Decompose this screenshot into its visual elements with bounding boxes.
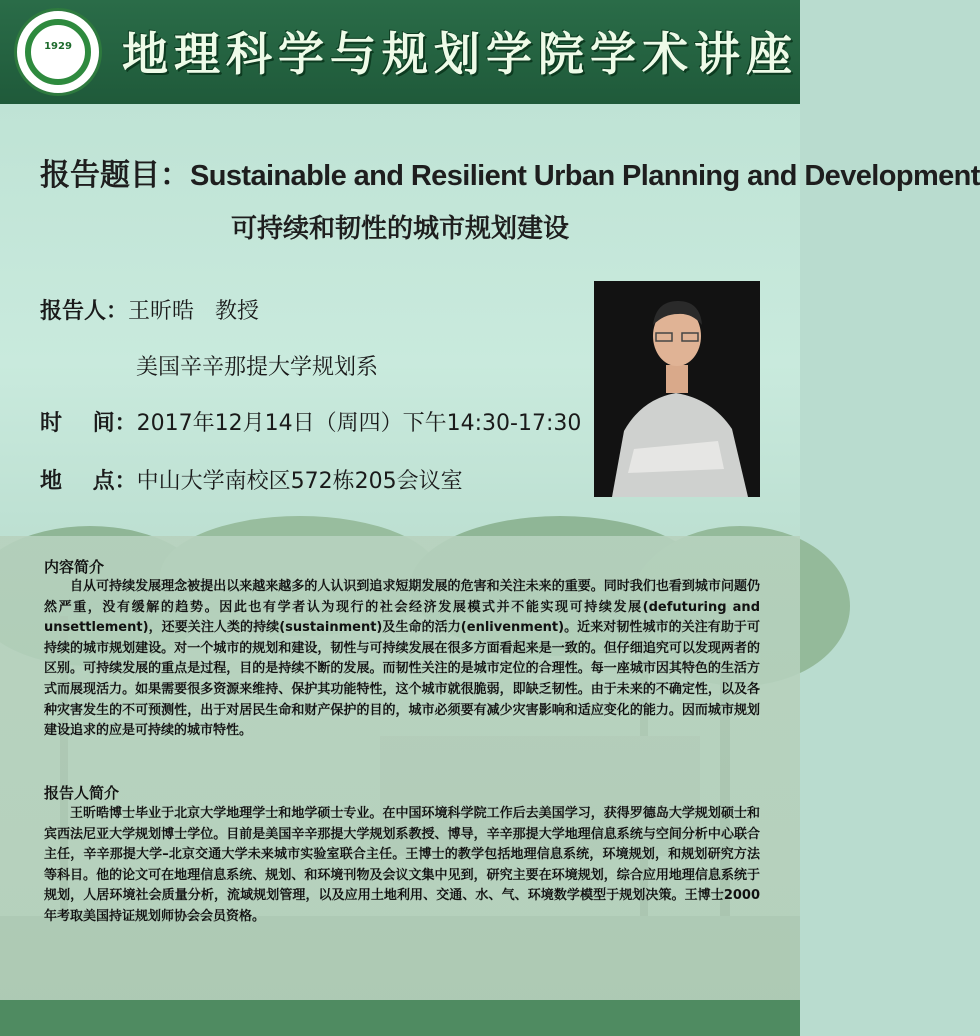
speaker-photo bbox=[594, 281, 760, 497]
school-logo bbox=[14, 8, 102, 96]
place-row bbox=[40, 464, 463, 495]
time-row bbox=[40, 406, 581, 437]
place-value: 中山大学南校区572栋205会议室 bbox=[136, 469, 463, 494]
topic-label: 报告题目： bbox=[40, 159, 190, 192]
bio-paragraph bbox=[44, 804, 760, 964]
topic-title-en: Sustainable and Resilient Urban Planning and Development bbox=[190, 160, 980, 192]
abstract-text: 自从可持续发展理念被提出以来越来越多的人认识到追求短期发展的危害和关注未来的重要。同时我们也看到城市问题仍然严重，没有缓解的趋势。因此也有学者认为现行的社会经济发展模式并不能实现可持续发展(defuturing and unsettlement)，还要关注人类的持续(sustainment)及生命的活力(enlivenment)。近来对韧性城市的关注有助于可持续的城市规划建设。对一个城市的规划和建设，韧性与可持续发展在很多方面看起来是一致的。但仔细追究可以发现两者的区别。可持续发展的重点是过程，目的是持续不断的发展。而韧性关注的是城市定位的合理性。每一座城市因其特色的生活方式而展现活力。如果需要很多资源来维持、保护其功能特性，这个城市就很脆弱，即缺乏韧性。由于未来的不确定性，以及各种灾害发生的不可预测性，出于对居民生命和财产保护的目的，城市必须要有减少灾害影响和适应变化的能力。因而城市规划建设追求的应是可持续的城市特性。 bbox=[44, 579, 760, 739]
time-label: 时 间： bbox=[40, 411, 137, 436]
place-label: 地 点： bbox=[40, 469, 137, 494]
bio-text: 王昕晧博士毕业于北京大学地理学士和地学硕士专业。在中国环境科学院工作后去美国学习，获得罗德岛大学规划硕士和宾西法尼亚大学规划博士学位。目前是美国辛辛那提大学规划系教授、博导，辛辛那提大学地理信息系统与空间分析中心联合主任，辛辛那提大学–北京交通大学未来城市实验室联合主任。王博士的教学包括地理信息系统，环境规划，和规划研究方法等科目。他的论文可在地理信息系统、规划、和环境刊物及会议文集中见到，研究主要在环境规划，综合应用地理信息系统于规划，人居环境社会质量分析，流域规划管理，以及应用土地利用、交通、水、气、环境数学模型于规划决策。王博士2000年考取美国持证规划师协会会员资格。 bbox=[44, 806, 760, 924]
speaker-label: 报告人： bbox=[40, 299, 129, 324]
bottom-grass-strip bbox=[0, 1000, 800, 1036]
speaker-name: 王昕晧 教授 bbox=[128, 299, 259, 324]
speaker-row bbox=[40, 294, 259, 325]
speaker-portrait-image bbox=[594, 281, 760, 497]
abstract-title: 内容简介 bbox=[44, 558, 105, 576]
logo-ring bbox=[25, 19, 91, 85]
time-value: 2017年12月14日（周四）下午14:30-17:30 bbox=[136, 411, 582, 436]
logo-year: 1929 bbox=[44, 41, 72, 52]
topic-line bbox=[40, 150, 980, 194]
bio-title: 报告人简介 bbox=[44, 784, 120, 802]
topic-title-cn: 可持续和韧性的城市规划建设 bbox=[230, 214, 569, 244]
header-banner bbox=[0, 0, 800, 104]
abstract-paragraph bbox=[44, 577, 760, 777]
speaker-affiliation: 美国辛辛那提大学规划系 bbox=[136, 355, 379, 380]
lecture-series-title: 地理科学与规划学院学术讲座 bbox=[122, 27, 798, 81]
